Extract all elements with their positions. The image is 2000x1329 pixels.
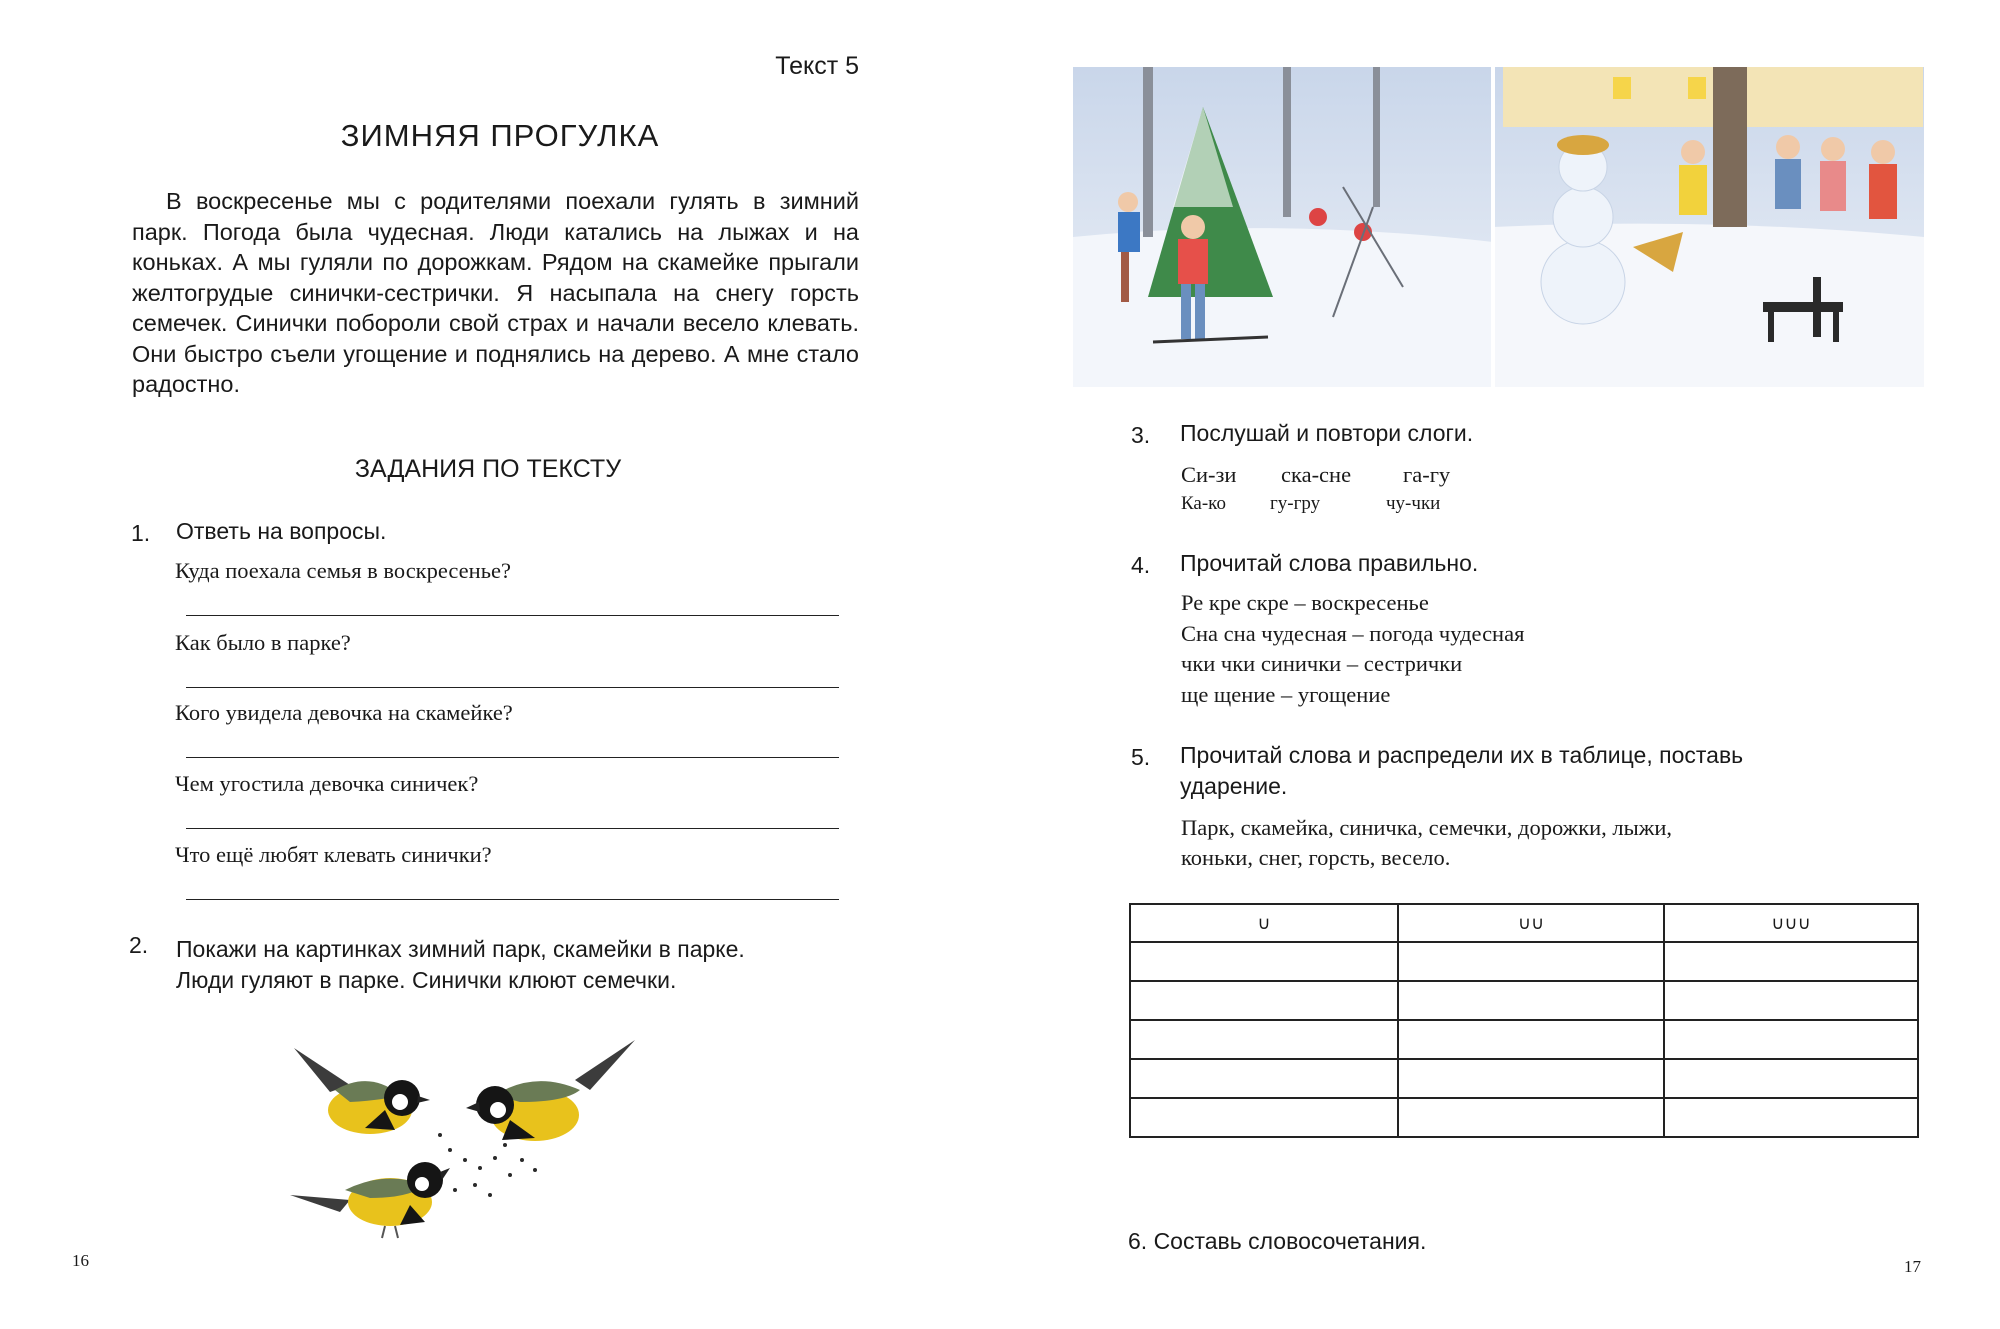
- reading-line-3: чки чки синички – сестрички: [1181, 651, 1463, 676]
- syllable-6: чу-чки: [1386, 493, 1441, 514]
- table-cell[interactable]: [1398, 1020, 1664, 1059]
- table-row: [1130, 981, 1918, 1020]
- text-number-label: Текст 5: [775, 52, 859, 80]
- task5-words-1: Парк, скамейка, синичка, семечки, дорожки, лыжи,: [1181, 815, 1672, 840]
- answer-line-4[interactable]: [186, 828, 839, 829]
- table-cell[interactable]: [1664, 981, 1918, 1020]
- table-cell[interactable]: [1664, 1020, 1918, 1059]
- table-cell[interactable]: [1398, 1059, 1664, 1098]
- answer-line-3[interactable]: [186, 757, 839, 758]
- task1-text: Ответь на вопросы.: [176, 518, 387, 544]
- task2-line2: Люди гуляют в парке. Синички клюют семечки.: [176, 967, 677, 993]
- task2-number: 2.: [129, 932, 149, 958]
- header-two-syllables: ∪∪: [1398, 904, 1664, 942]
- table-header-row: [1130, 904, 1918, 942]
- task2-line1: Покажи на картинках зимний парк, скамейки в парке.: [176, 936, 745, 962]
- task5-words-2: коньки, снег, горсть, весело.: [1181, 845, 1451, 870]
- tit-bird-right: [466, 1040, 635, 1141]
- header-one-syllable: ∪: [1130, 904, 1398, 942]
- task5-line2: ударение.: [1180, 773, 1288, 799]
- task5-line1: Прочитай слова и распредели их в таблице, поставь: [1180, 742, 1744, 768]
- question-3: Кого увидела девочка на скамейке?: [175, 700, 513, 725]
- table-cell[interactable]: [1130, 1059, 1398, 1098]
- syllable-3: га-гу: [1403, 462, 1451, 487]
- question-5: Что ещё любят клевать синички?: [175, 842, 492, 867]
- story-text: [132, 186, 859, 400]
- question-4: Чем угостила девочка синичек?: [175, 771, 479, 796]
- syllable-2: ска-сне: [1281, 462, 1352, 487]
- story-paragraph: В воскресенье мы с родителями поехали гулять в зимний парк. Погода была чудесная. Люди катались на лыжах и на коньках. А мы гуляли по дорожкам. Рядом на скамейке прыгали желтогрудые синички-сестрички. Я насыпала на снегу горсть семечек. Синички поборoли свой страх и начали весело клевать. Они быстро съели угощение и поднялись на дерево. А мне стало радостно.: [132, 188, 859, 397]
- right-page: [1000, 0, 2000, 1329]
- table-cell[interactable]: [1398, 981, 1664, 1020]
- story-title: ЗИМНЯЯ ПРОГУЛКА: [340, 118, 660, 153]
- task3-text: Послушай и повтори слоги.: [1180, 420, 1474, 446]
- table-cell[interactable]: [1398, 942, 1664, 981]
- answer-line-5[interactable]: [186, 899, 839, 900]
- table-cell[interactable]: [1130, 981, 1398, 1020]
- table-row: [1130, 1020, 1918, 1059]
- question-1: Куда поехала семья в воскресенье?: [175, 558, 511, 583]
- tit-bird-bottom: [290, 1162, 450, 1238]
- syllable-5: гу-гру: [1270, 493, 1321, 514]
- task1-number: 1.: [131, 520, 151, 546]
- table-cell[interactable]: [1130, 942, 1398, 981]
- table-cell[interactable]: [1398, 1098, 1664, 1137]
- tit-bird-left: [294, 1048, 430, 1134]
- syllable-4: Ка-ко: [1181, 493, 1226, 514]
- table-row: [1130, 1059, 1918, 1098]
- tasks-title: ЗАДАНИЯ ПО ТЕКСТУ: [354, 455, 622, 483]
- answer-line-1[interactable]: [186, 615, 839, 616]
- question-2: Как было в парке?: [175, 630, 351, 655]
- task4-number: 4.: [1131, 552, 1151, 578]
- task4-text: Прочитай слова правильно.: [1180, 550, 1479, 576]
- table-row: [1130, 942, 1918, 981]
- header-three-syllables: ∪∪∪: [1664, 904, 1918, 942]
- syllable-1: Си-зи: [1181, 462, 1237, 487]
- page-number-left: 16: [72, 1251, 89, 1270]
- task6-text: 6. Составь словосочетания.: [1128, 1228, 1427, 1254]
- tit-birds-illustration: [290, 1040, 640, 1240]
- table-cell[interactable]: [1664, 942, 1918, 981]
- task5-number: 5.: [1131, 744, 1151, 770]
- page-number-right: 17: [1904, 1257, 1921, 1276]
- syllable-table: [1129, 903, 1919, 1138]
- table-cell[interactable]: [1664, 1059, 1918, 1098]
- table-cell[interactable]: [1130, 1020, 1398, 1059]
- table-row: [1130, 1098, 1918, 1137]
- task3-number: 3.: [1131, 422, 1151, 448]
- answer-line-2[interactable]: [186, 687, 839, 688]
- table-cell[interactable]: [1130, 1098, 1398, 1137]
- table-cell[interactable]: [1664, 1098, 1918, 1137]
- reading-line-1: Ре кре скре – воскресенье: [1181, 590, 1429, 615]
- winter-park-illustration: [1073, 67, 1924, 387]
- reading-line-4: ще щение – угощение: [1181, 682, 1391, 707]
- reading-line-2: Сна сна чудесная – погода чудесная: [1181, 621, 1525, 646]
